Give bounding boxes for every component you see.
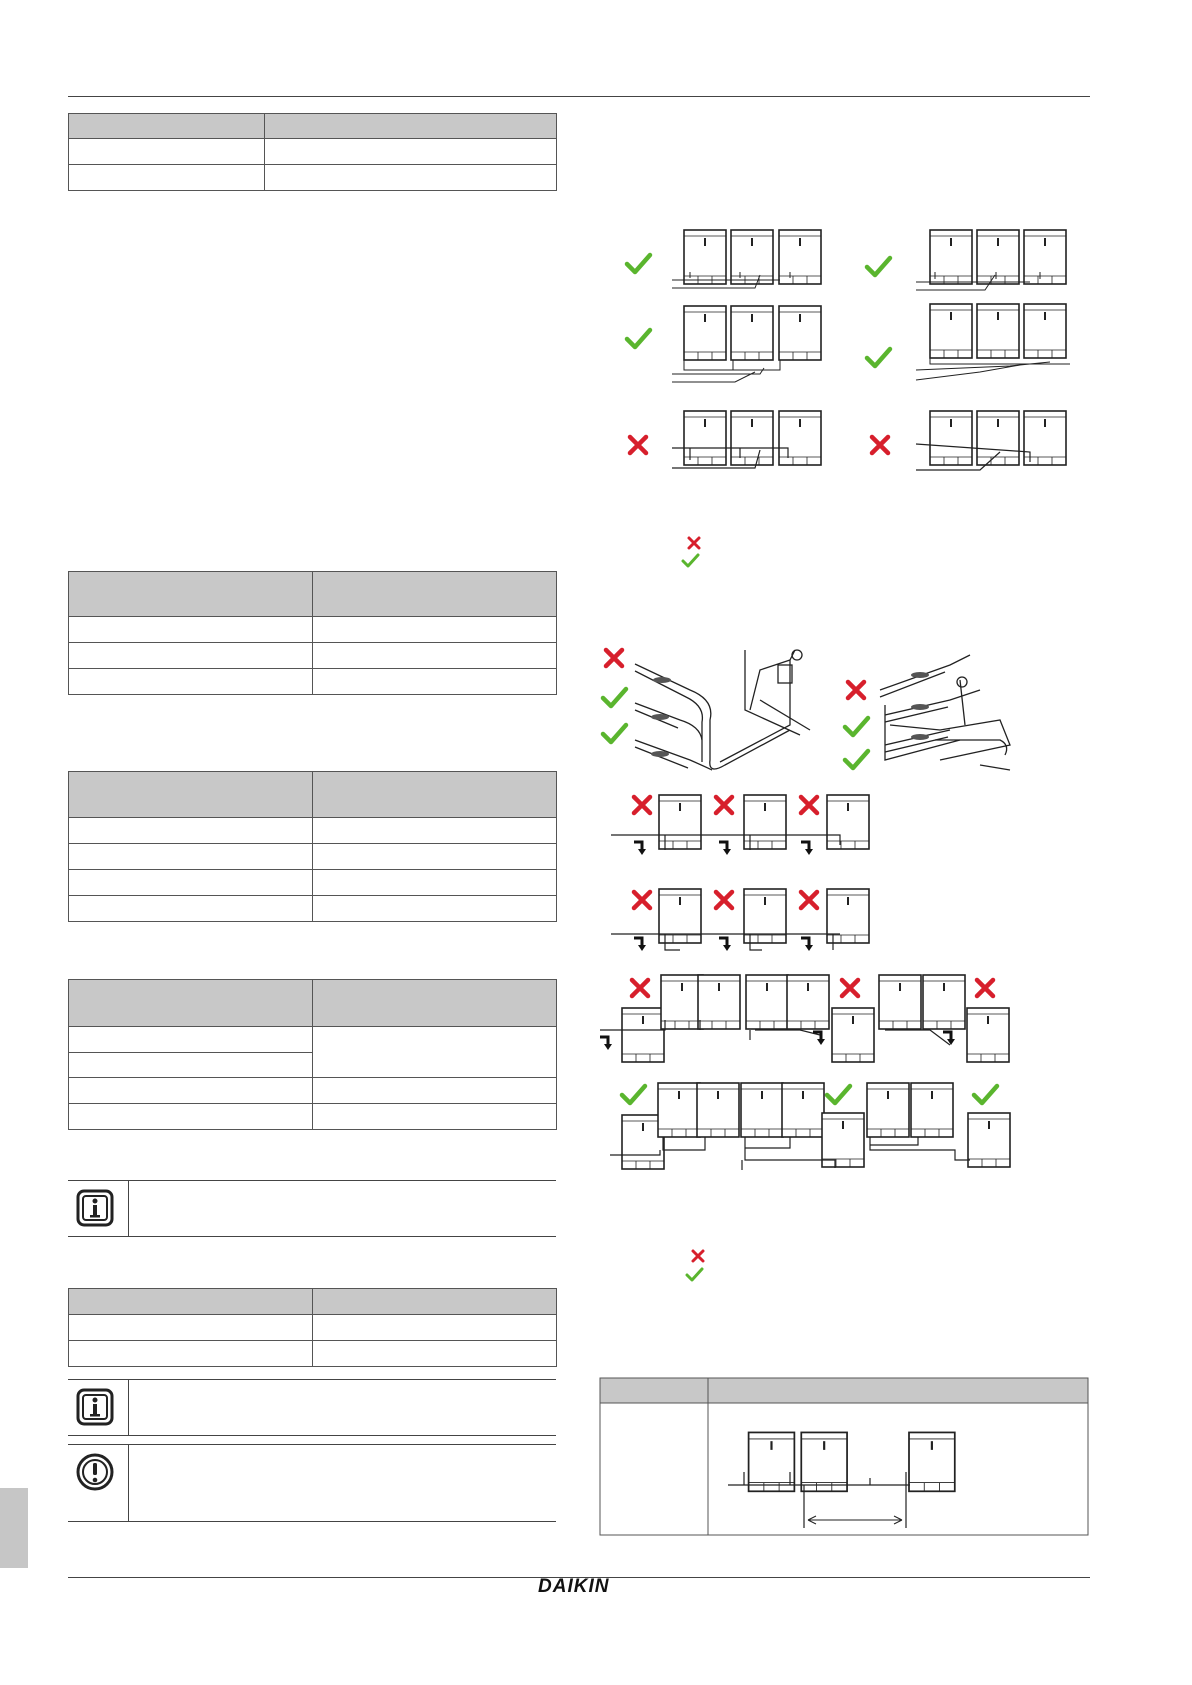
check-icon bbox=[687, 1269, 702, 1280]
check-icon bbox=[867, 349, 890, 366]
cross-icon bbox=[716, 892, 732, 908]
cross-icon bbox=[977, 980, 993, 996]
figure-config-a6 bbox=[872, 411, 1066, 470]
figure-config-a4 bbox=[867, 304, 1070, 380]
figure-config-d1 bbox=[610, 1083, 1010, 1170]
check-icon bbox=[845, 751, 868, 768]
cross-icon bbox=[606, 650, 622, 666]
check-icon bbox=[627, 255, 650, 272]
figure-config-a5 bbox=[630, 411, 821, 468]
check-icon bbox=[867, 258, 890, 275]
check-icon bbox=[683, 555, 698, 566]
check-icon bbox=[622, 1086, 645, 1103]
cross-icon bbox=[630, 437, 646, 453]
cross-icon bbox=[872, 437, 888, 453]
check-icon bbox=[603, 689, 626, 706]
figure-pipe-branches-right bbox=[845, 655, 1010, 770]
figure-config-c1 bbox=[611, 795, 869, 855]
check-icon bbox=[603, 725, 626, 742]
cross-icon bbox=[848, 682, 864, 698]
figure-config-c3 bbox=[600, 975, 1009, 1062]
cross-icon bbox=[689, 538, 699, 548]
cross-icon bbox=[716, 797, 732, 813]
daikin-logo: DAIKIN bbox=[538, 1576, 610, 1597]
figure-config-a3 bbox=[627, 306, 821, 382]
cross-icon bbox=[634, 892, 650, 908]
figure-config-a2 bbox=[867, 230, 1066, 290]
cross-icon bbox=[634, 797, 650, 813]
figure-config-c2 bbox=[611, 889, 869, 951]
figure-pipe-branches-left bbox=[603, 650, 810, 770]
cross-icon bbox=[842, 980, 858, 996]
cross-icon bbox=[801, 892, 817, 908]
check-icon bbox=[974, 1086, 997, 1103]
check-icon bbox=[845, 718, 868, 735]
check-icon bbox=[827, 1086, 850, 1103]
cross-icon bbox=[632, 980, 648, 996]
table-6 bbox=[600, 1378, 1088, 1535]
cross-icon bbox=[801, 797, 817, 813]
figure-config-a1 bbox=[627, 230, 821, 288]
cross-icon bbox=[693, 1251, 703, 1261]
check-icon bbox=[627, 330, 650, 347]
